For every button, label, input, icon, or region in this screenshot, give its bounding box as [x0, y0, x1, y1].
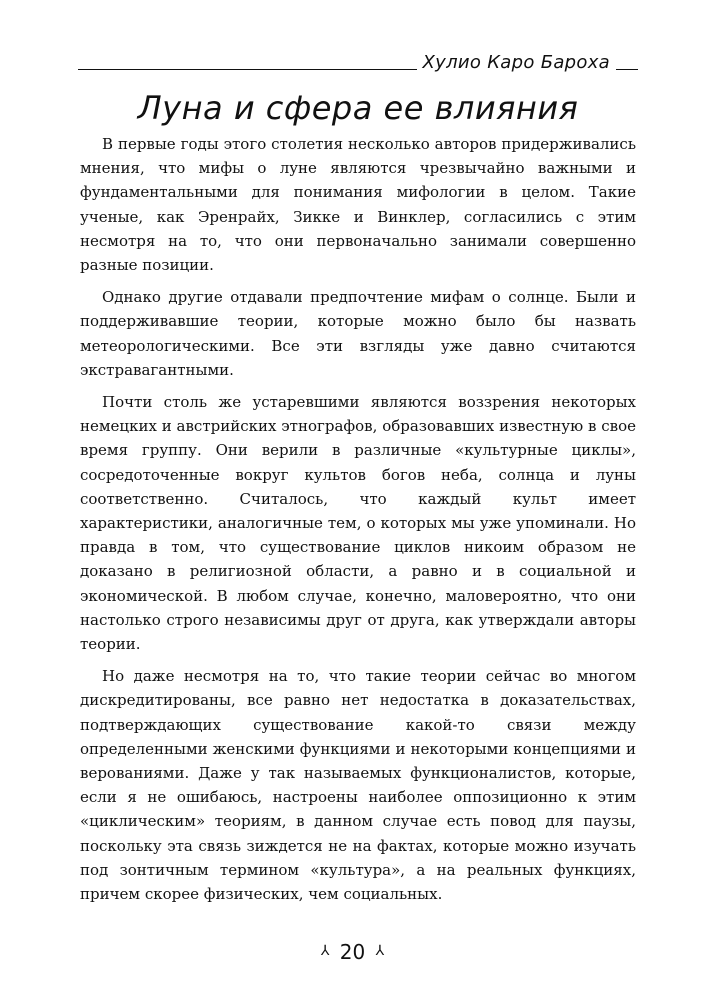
body-text [80, 132, 636, 914]
paragraph-3: Почти столь же устаревшими являются воззрения некоторых немецких и австрийских этнографов, образовавших известную в свое время группу. Они верили в различные «культурные циклы», сосредоточенные вокруг культов богов неба, солнца и луны соответственно. Считалось, что каждый культ имеет характеристики, аналогичные тем, о которых мы уже упоминали. Но правда в том, что существование циклов никоим образом не доказано в религиозной области, а равно и в социальной и экономической. В любом случае, конечно, маловероятно, что они настолько строго независимы друг от друга, как утверждали авторы теории. [80, 393, 636, 654]
chapter-title: Луна и сфера ее влияния [137, 89, 579, 127]
page-number: 20 [339, 939, 366, 964]
paragraph-4: Но даже несмотря на то, что такие теории сейчас во многом дискредитированы, все равно нет недостатка в доказательствах, подтверждающих существование какой-то связи между определенными женскими функциями и некоторыми концепциями и верованиями. Даже у так называемых функционалистов, которые, если я не ошибаюсь, настроены наиболее оппозиционно к этим «циклическим» теориям, в данном случае есть повод для паузы, поскольку эта связь зиждется не на фактах, которые можно изучать под зонтичным термином «культура», а на реальных функциях, причем скорее физических, чем социальных. [80, 667, 636, 904]
running-header [78, 48, 638, 74]
folio-ornament-right-icon: ⅄ [375, 942, 385, 959]
header-rule-left [78, 69, 417, 70]
page-folio [0, 936, 705, 966]
paragraph-1: В первые годы этого столетия несколько авторов придерживались мнения, что мифы о луне являются чрезвычайно важными и фундаментальными для понимания мифологии в целом. Такие ученые, как Эренрайх, Зикке и Винклер, согласились с этим несмотря на то, что они первоначально занимали совершенно разные позиции. [80, 135, 636, 275]
paragraph-2: Однако другие отдавали предпочтение мифам о солнце. Были и поддерживавшие теории, которые можно было бы назвать метеорологическими. Все эти взгляды уже давно считаются экстравагантными. [80, 288, 636, 379]
header-rule-right [616, 69, 638, 70]
folio-ornament-left-icon: ⅄ [320, 942, 330, 959]
running-header-author: Хулио Каро Бароха [422, 52, 610, 73]
